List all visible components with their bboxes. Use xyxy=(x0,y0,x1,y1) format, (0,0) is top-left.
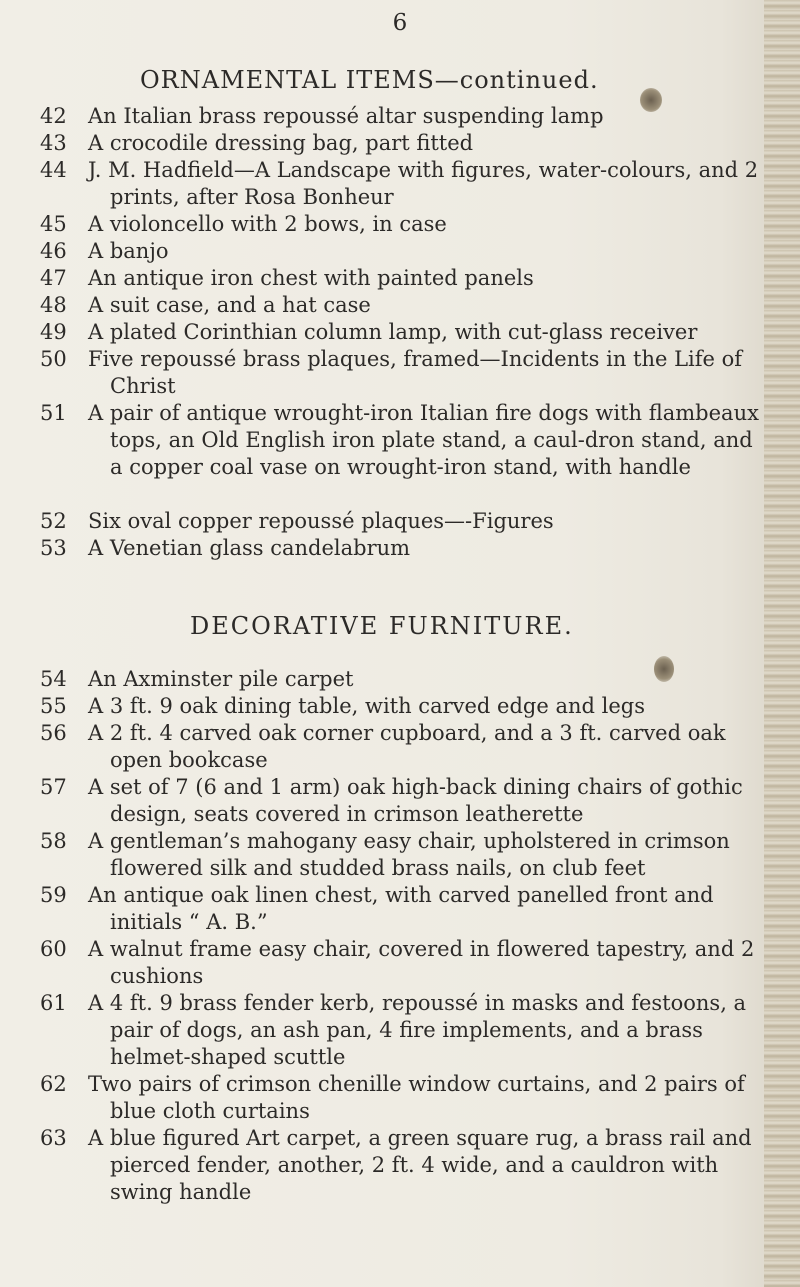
lot-number: 44 xyxy=(40,158,67,182)
page-number: 6 xyxy=(392,10,408,36)
lot-description: A banjo xyxy=(88,239,169,263)
lot-number: 60 xyxy=(40,937,67,961)
lot-description: A suit case, and a hat case xyxy=(88,293,371,317)
lot-number: 51 xyxy=(40,401,67,425)
lot-number: 42 xyxy=(40,104,67,128)
lot-number: 61 xyxy=(40,991,67,1015)
lot-number: 63 xyxy=(40,1126,67,1150)
lot-description: A Venetian glass candelabrum xyxy=(88,536,411,560)
lot-description: A 2 ft. 4 carved oak corner cupboard, and a 3 ft. carved oak open bookcase xyxy=(88,721,726,772)
lot-number: 53 xyxy=(40,536,67,560)
section-heading-decorative-furniture: DECORATIVE FURNITURE. xyxy=(190,612,574,640)
section-heading-ornamental: ORNAMENTAL ITEMS—continued. xyxy=(140,66,599,94)
lot-description: An antique iron chest with painted panels xyxy=(88,266,534,290)
lot-description: J. M. Hadfield—A Landscape with figures, water-colours, and 2 prints, after Rosa Bonheur xyxy=(88,158,759,209)
lot-description: An antique oak linen chest, with carved panelled front and initials “ A. B.” xyxy=(88,883,714,934)
lot-number: 55 xyxy=(40,694,67,718)
lot-description: A set of 7 (6 and 1 arm) oak high-back dining chairs of gothic design, seats covered in crimson leatherette xyxy=(88,775,743,826)
lot-description: Five repoussé brass plaques, framed—Incidents in the Life of Christ xyxy=(88,347,743,398)
lot-number: 59 xyxy=(40,883,67,907)
lot-number: 47 xyxy=(40,266,67,290)
lot-description: Two pairs of crimson chenille window curtains, and 2 pairs of blue cloth curtains xyxy=(88,1072,745,1123)
lot-number: 58 xyxy=(40,829,67,853)
lot-number: 50 xyxy=(40,347,67,371)
lot-description: Six oval copper repoussé plaques—-Figures xyxy=(88,509,554,533)
lot-description: A 4 ft. 9 brass fender kerb, repoussé in masks and festoons, a pair of dogs, an ash pan, 4 fire implements, and a brass helmet-shaped scuttle xyxy=(88,991,747,1069)
lot-description: A pair of antique wrought-iron Italian fire dogs with flambeaux tops, an Old English iron plate stand, a caul-dron stand, and a copper coal vase on wrought-iron stand, with handle xyxy=(88,401,759,479)
lot-description: An Italian brass repoussé altar suspending lamp xyxy=(88,104,604,128)
lot-number: 49 xyxy=(40,320,67,344)
lot-description: A gentleman’s mahogany easy chair, upholstered in crimson flowered silk and studded brass nails, on club feet xyxy=(88,829,730,880)
lot-description: A plated Corinthian column lamp, with cut-glass receiver xyxy=(88,320,698,344)
lot-description: A violoncello with 2 bows, in case xyxy=(88,212,447,236)
lot-number: 45 xyxy=(40,212,67,236)
lot-description: A walnut frame easy chair, covered in flowered tapestry, and 2 cushions xyxy=(88,937,755,988)
lot-number: 56 xyxy=(40,721,67,745)
lot-description: A crocodile dressing bag, part fitted xyxy=(88,131,474,155)
lot-number: 54 xyxy=(40,667,67,691)
lot-number: 43 xyxy=(40,131,67,155)
lot-number: 48 xyxy=(40,293,67,317)
lot-number: 57 xyxy=(40,775,67,799)
lot-number: 52 xyxy=(40,509,67,533)
lot-description: An Axminster pile carpet xyxy=(88,667,354,691)
lot-description: A blue figured Art carpet, a green square rug, a brass rail and pierced fender, another, 2 ft. 4 wide, and a cauldron with swing handle xyxy=(88,1126,752,1204)
lot-number: 46 xyxy=(40,239,67,263)
lot-description: A 3 ft. 9 oak dining table, with carved edge and legs xyxy=(88,694,645,718)
lot-number: 62 xyxy=(40,1072,67,1096)
